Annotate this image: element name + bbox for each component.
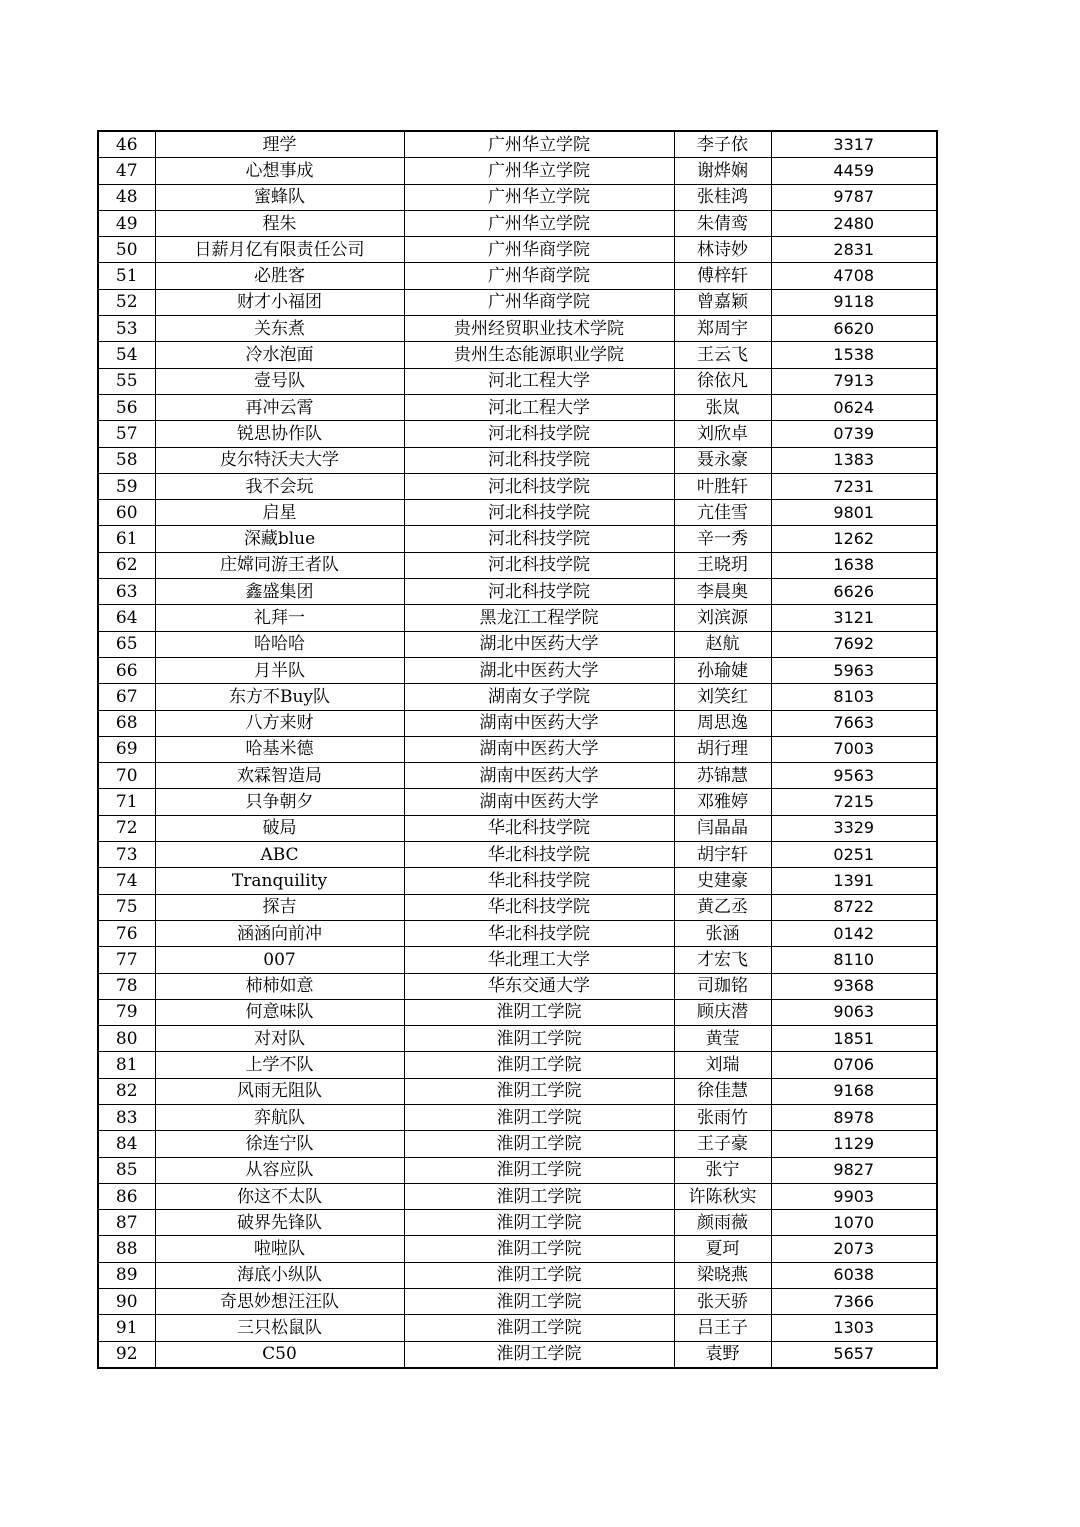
code-cell: 9168 xyxy=(771,1078,937,1104)
leader-name-cell: 黄乙丞 xyxy=(674,894,771,920)
row-number-cell: 85 xyxy=(98,1157,155,1183)
row-number-cell: 50 xyxy=(98,237,155,263)
row-number-cell: 62 xyxy=(98,552,155,578)
school-name-cell: 华东交通大学 xyxy=(404,973,674,999)
team-name-cell: 庄嫦同游王者队 xyxy=(155,552,404,578)
leader-name-cell: 徐依凡 xyxy=(674,368,771,394)
code-cell: 8110 xyxy=(771,947,937,973)
code-cell: 5963 xyxy=(771,657,937,683)
leader-name-cell: 曾嘉颖 xyxy=(674,289,771,315)
table-row xyxy=(98,1157,937,1183)
leader-name-cell: 刘欣卓 xyxy=(674,421,771,447)
code-cell: 0739 xyxy=(771,421,937,447)
team-name-cell: 只争朝夕 xyxy=(155,789,404,815)
leader-name-cell: 胡行理 xyxy=(674,736,771,762)
leader-name-cell: 刘笑红 xyxy=(674,684,771,710)
row-number-cell: 82 xyxy=(98,1078,155,1104)
row-number-cell: 56 xyxy=(98,394,155,420)
team-name-cell: 欢霖智造局 xyxy=(155,763,404,789)
team-name-cell: 锐思协作队 xyxy=(155,421,404,447)
school-name-cell: 河北科技学院 xyxy=(404,447,674,473)
team-name-cell: C50 xyxy=(155,1341,404,1368)
leader-name-cell: 闫晶晶 xyxy=(674,815,771,841)
school-name-cell: 河北科技学院 xyxy=(404,473,674,499)
team-name-cell: 冷水泡面 xyxy=(155,342,404,368)
team-name-cell: 探吉 xyxy=(155,894,404,920)
table-row xyxy=(98,447,937,473)
row-number-cell: 71 xyxy=(98,789,155,815)
team-name-cell: 月半队 xyxy=(155,657,404,683)
table-row xyxy=(98,421,937,447)
school-name-cell: 广州华商学院 xyxy=(404,237,674,263)
table-row xyxy=(98,289,937,315)
leader-name-cell: 李子依 xyxy=(674,131,771,158)
team-name-cell: 007 xyxy=(155,947,404,973)
school-name-cell: 湖南中医药大学 xyxy=(404,789,674,815)
school-name-cell: 河北工程大学 xyxy=(404,368,674,394)
leader-name-cell: 张岚 xyxy=(674,394,771,420)
row-number-cell: 88 xyxy=(98,1236,155,1262)
code-cell: 1070 xyxy=(771,1210,937,1236)
school-name-cell: 河北科技学院 xyxy=(404,579,674,605)
leader-name-cell: 傅梓轩 xyxy=(674,263,771,289)
leader-name-cell: 顾庆潜 xyxy=(674,999,771,1025)
school-name-cell: 华北科技学院 xyxy=(404,920,674,946)
table-row xyxy=(98,1341,937,1368)
table-row xyxy=(98,473,937,499)
team-name-cell: 柿柿如意 xyxy=(155,973,404,999)
code-cell: 7692 xyxy=(771,631,937,657)
code-cell: 7663 xyxy=(771,710,937,736)
code-cell: 9801 xyxy=(771,500,937,526)
school-name-cell: 河北科技学院 xyxy=(404,552,674,578)
team-name-cell: 深藏blue xyxy=(155,526,404,552)
school-name-cell: 广州华商学院 xyxy=(404,289,674,315)
code-cell: 3317 xyxy=(771,131,937,158)
row-number-cell: 78 xyxy=(98,973,155,999)
row-number-cell: 80 xyxy=(98,1026,155,1052)
row-number-cell: 66 xyxy=(98,657,155,683)
school-name-cell: 河北科技学院 xyxy=(404,500,674,526)
school-name-cell: 贵州生态能源职业学院 xyxy=(404,342,674,368)
leader-name-cell: 黄莹 xyxy=(674,1026,771,1052)
team-name-cell: 奇思妙想汪汪队 xyxy=(155,1289,404,1315)
row-number-cell: 60 xyxy=(98,500,155,526)
code-cell: 8103 xyxy=(771,684,937,710)
team-name-cell: 上学不队 xyxy=(155,1052,404,1078)
leader-name-cell: 颜雨薇 xyxy=(674,1210,771,1236)
code-cell: 0706 xyxy=(771,1052,937,1078)
leader-name-cell: 辛一秀 xyxy=(674,526,771,552)
table-row xyxy=(98,815,937,841)
roster-table xyxy=(97,130,938,1369)
row-number-cell: 68 xyxy=(98,710,155,736)
code-cell: 9827 xyxy=(771,1157,937,1183)
table-row xyxy=(98,1104,937,1130)
table-row xyxy=(98,158,937,184)
row-number-cell: 73 xyxy=(98,842,155,868)
school-name-cell: 淮阴工学院 xyxy=(404,1104,674,1130)
leader-name-cell: 林诗妙 xyxy=(674,237,771,263)
table-row xyxy=(98,394,937,420)
row-number-cell: 70 xyxy=(98,763,155,789)
leader-name-cell: 郑周宇 xyxy=(674,316,771,342)
row-number-cell: 86 xyxy=(98,1183,155,1209)
school-name-cell: 湖南女子学院 xyxy=(404,684,674,710)
table-row xyxy=(98,1210,937,1236)
team-name-cell: 程朱 xyxy=(155,210,404,236)
school-name-cell: 淮阴工学院 xyxy=(404,1026,674,1052)
leader-name-cell: 朱倩鸾 xyxy=(674,210,771,236)
row-number-cell: 61 xyxy=(98,526,155,552)
row-number-cell: 79 xyxy=(98,999,155,1025)
leader-name-cell: 孙瑜婕 xyxy=(674,657,771,683)
team-name-cell: 八方来财 xyxy=(155,710,404,736)
code-cell: 7231 xyxy=(771,473,937,499)
team-name-cell: Tranquility xyxy=(155,868,404,894)
leader-name-cell: 刘瑞 xyxy=(674,1052,771,1078)
leader-name-cell: 才宏飞 xyxy=(674,947,771,973)
table-row xyxy=(98,1289,937,1315)
row-number-cell: 76 xyxy=(98,920,155,946)
team-name-cell: 必胜客 xyxy=(155,263,404,289)
code-cell: 9118 xyxy=(771,289,937,315)
code-cell: 7003 xyxy=(771,736,937,762)
row-number-cell: 59 xyxy=(98,473,155,499)
school-name-cell: 淮阴工学院 xyxy=(404,1210,674,1236)
table-row xyxy=(98,1315,937,1341)
table-row xyxy=(98,999,937,1025)
table-row xyxy=(98,789,937,815)
leader-name-cell: 亢佳雪 xyxy=(674,500,771,526)
code-cell: 4708 xyxy=(771,263,937,289)
leader-name-cell: 王晓玥 xyxy=(674,552,771,578)
row-number-cell: 72 xyxy=(98,815,155,841)
row-number-cell: 91 xyxy=(98,1315,155,1341)
school-name-cell: 湖南中医药大学 xyxy=(404,763,674,789)
school-name-cell: 湖南中医药大学 xyxy=(404,710,674,736)
row-number-cell: 92 xyxy=(98,1341,155,1368)
leader-name-cell: 周思逸 xyxy=(674,710,771,736)
table-row xyxy=(98,500,937,526)
code-cell: 2831 xyxy=(771,237,937,263)
table-row xyxy=(98,184,937,210)
row-number-cell: 64 xyxy=(98,605,155,631)
team-name-cell: 再冲云霄 xyxy=(155,394,404,420)
leader-name-cell: 张涵 xyxy=(674,920,771,946)
code-cell: 2480 xyxy=(771,210,937,236)
school-name-cell: 淮阴工学院 xyxy=(404,1236,674,1262)
team-name-cell: 东方不Buy队 xyxy=(155,684,404,710)
table-row xyxy=(98,526,937,552)
team-name-cell: 关东煮 xyxy=(155,316,404,342)
table-row xyxy=(98,868,937,894)
team-name-cell: 哈哈哈 xyxy=(155,631,404,657)
table-row xyxy=(98,842,937,868)
code-cell: 1538 xyxy=(771,342,937,368)
school-name-cell: 湖南中医药大学 xyxy=(404,736,674,762)
leader-name-cell: 许陈秋实 xyxy=(674,1183,771,1209)
table-row xyxy=(98,657,937,683)
school-name-cell: 河北科技学院 xyxy=(404,421,674,447)
school-name-cell: 贵州经贸职业技术学院 xyxy=(404,316,674,342)
school-name-cell: 淮阴工学院 xyxy=(404,1052,674,1078)
table-row xyxy=(98,263,937,289)
row-number-cell: 57 xyxy=(98,421,155,447)
leader-name-cell: 袁野 xyxy=(674,1341,771,1368)
code-cell: 6620 xyxy=(771,316,937,342)
team-name-cell: 启星 xyxy=(155,500,404,526)
table-row xyxy=(98,1078,937,1104)
team-name-cell: 财才小福团 xyxy=(155,289,404,315)
leader-name-cell: 王云飞 xyxy=(674,342,771,368)
leader-name-cell: 邓雅婷 xyxy=(674,789,771,815)
table-row xyxy=(98,579,937,605)
table-row xyxy=(98,605,937,631)
row-number-cell: 53 xyxy=(98,316,155,342)
code-cell: 2073 xyxy=(771,1236,937,1262)
row-number-cell: 58 xyxy=(98,447,155,473)
leader-name-cell: 胡宇轩 xyxy=(674,842,771,868)
leader-name-cell: 苏锦慧 xyxy=(674,763,771,789)
school-name-cell: 河北工程大学 xyxy=(404,394,674,420)
code-cell: 4459 xyxy=(771,158,937,184)
leader-name-cell: 李晨奥 xyxy=(674,579,771,605)
row-number-cell: 63 xyxy=(98,579,155,605)
leader-name-cell: 谢烨娴 xyxy=(674,158,771,184)
school-name-cell: 湖北中医药大学 xyxy=(404,631,674,657)
team-name-cell: 从容应队 xyxy=(155,1157,404,1183)
team-name-cell: 何意味队 xyxy=(155,999,404,1025)
leader-name-cell: 叶胜轩 xyxy=(674,473,771,499)
row-number-cell: 49 xyxy=(98,210,155,236)
row-number-cell: 90 xyxy=(98,1289,155,1315)
code-cell: 1129 xyxy=(771,1131,937,1157)
code-cell: 8978 xyxy=(771,1104,937,1130)
code-cell: 1391 xyxy=(771,868,937,894)
table-row xyxy=(98,736,937,762)
school-name-cell: 淮阴工学院 xyxy=(404,1131,674,1157)
table-row xyxy=(98,894,937,920)
team-name-cell: 徐连宁队 xyxy=(155,1131,404,1157)
code-cell: 1262 xyxy=(771,526,937,552)
code-cell: 7215 xyxy=(771,789,937,815)
leader-name-cell: 司珈铭 xyxy=(674,973,771,999)
row-number-cell: 67 xyxy=(98,684,155,710)
leader-name-cell: 徐佳慧 xyxy=(674,1078,771,1104)
team-name-cell: 壹号队 xyxy=(155,368,404,394)
table-row xyxy=(98,710,937,736)
code-cell: 1383 xyxy=(771,447,937,473)
school-name-cell: 广州华商学院 xyxy=(404,263,674,289)
school-name-cell: 淮阴工学院 xyxy=(404,1078,674,1104)
table-row xyxy=(98,631,937,657)
table-row xyxy=(98,552,937,578)
table-row xyxy=(98,1052,937,1078)
code-cell: 0142 xyxy=(771,920,937,946)
school-name-cell: 淮阴工学院 xyxy=(404,1289,674,1315)
leader-name-cell: 张雨竹 xyxy=(674,1104,771,1130)
leader-name-cell: 张宁 xyxy=(674,1157,771,1183)
table-row xyxy=(98,1026,937,1052)
team-name-cell: 弈航队 xyxy=(155,1104,404,1130)
team-name-cell: 礼拜一 xyxy=(155,605,404,631)
table-row xyxy=(98,316,937,342)
table-row xyxy=(98,1262,937,1288)
leader-name-cell: 刘滨源 xyxy=(674,605,771,631)
team-name-cell: 破界先锋队 xyxy=(155,1210,404,1236)
team-name-cell: 破局 xyxy=(155,815,404,841)
leader-name-cell: 聂永豪 xyxy=(674,447,771,473)
row-number-cell: 77 xyxy=(98,947,155,973)
team-name-cell: 海底小纵队 xyxy=(155,1262,404,1288)
leader-name-cell: 张桂鸿 xyxy=(674,184,771,210)
code-cell: 9563 xyxy=(771,763,937,789)
row-number-cell: 75 xyxy=(98,894,155,920)
table-row xyxy=(98,947,937,973)
leader-name-cell: 王子豪 xyxy=(674,1131,771,1157)
school-name-cell: 华北科技学院 xyxy=(404,842,674,868)
row-number-cell: 55 xyxy=(98,368,155,394)
team-name-cell: 哈基米德 xyxy=(155,736,404,762)
row-number-cell: 51 xyxy=(98,263,155,289)
table-row xyxy=(98,1131,937,1157)
code-cell: 7913 xyxy=(771,368,937,394)
team-name-cell: 鑫盛集团 xyxy=(155,579,404,605)
school-name-cell: 淮阴工学院 xyxy=(404,1157,674,1183)
team-name-cell: ABC xyxy=(155,842,404,868)
code-cell: 6038 xyxy=(771,1262,937,1288)
school-name-cell: 广州华立学院 xyxy=(404,131,674,158)
code-cell: 0251 xyxy=(771,842,937,868)
school-name-cell: 广州华立学院 xyxy=(404,184,674,210)
code-cell: 9368 xyxy=(771,973,937,999)
code-cell: 9903 xyxy=(771,1183,937,1209)
row-number-cell: 47 xyxy=(98,158,155,184)
code-cell: 3121 xyxy=(771,605,937,631)
code-cell: 3329 xyxy=(771,815,937,841)
school-name-cell: 湖北中医药大学 xyxy=(404,657,674,683)
row-number-cell: 83 xyxy=(98,1104,155,1130)
team-name-cell: 日薪月亿有限责任公司 xyxy=(155,237,404,263)
school-name-cell: 淮阴工学院 xyxy=(404,1183,674,1209)
table-row xyxy=(98,763,937,789)
school-name-cell: 华北科技学院 xyxy=(404,894,674,920)
row-number-cell: 89 xyxy=(98,1262,155,1288)
school-name-cell: 淮阴工学院 xyxy=(404,999,674,1025)
code-cell: 5657 xyxy=(771,1341,937,1368)
leader-name-cell: 张天骄 xyxy=(674,1289,771,1315)
leader-name-cell: 梁晓燕 xyxy=(674,1262,771,1288)
school-name-cell: 广州华立学院 xyxy=(404,158,674,184)
row-number-cell: 69 xyxy=(98,736,155,762)
team-name-cell: 风雨无阻队 xyxy=(155,1078,404,1104)
code-cell: 7366 xyxy=(771,1289,937,1315)
code-cell: 1851 xyxy=(771,1026,937,1052)
table-row xyxy=(98,210,937,236)
school-name-cell: 河北科技学院 xyxy=(404,526,674,552)
table-row xyxy=(98,368,937,394)
team-name-cell: 三只松鼠队 xyxy=(155,1315,404,1341)
code-cell: 9787 xyxy=(771,184,937,210)
code-cell: 8722 xyxy=(771,894,937,920)
team-name-cell: 理学 xyxy=(155,131,404,158)
row-number-cell: 46 xyxy=(98,131,155,158)
school-name-cell: 华北理工大学 xyxy=(404,947,674,973)
row-number-cell: 52 xyxy=(98,289,155,315)
leader-name-cell: 吕王子 xyxy=(674,1315,771,1341)
row-number-cell: 87 xyxy=(98,1210,155,1236)
team-name-cell: 涵涵向前冲 xyxy=(155,920,404,946)
leader-name-cell: 赵航 xyxy=(674,631,771,657)
school-name-cell: 黑龙江工程学院 xyxy=(404,605,674,631)
team-name-cell: 我不会玩 xyxy=(155,473,404,499)
school-name-cell: 广州华立学院 xyxy=(404,210,674,236)
team-name-cell: 啦啦队 xyxy=(155,1236,404,1262)
leader-name-cell: 夏珂 xyxy=(674,1236,771,1262)
team-name-cell: 蜜蜂队 xyxy=(155,184,404,210)
row-number-cell: 81 xyxy=(98,1052,155,1078)
school-name-cell: 淮阴工学院 xyxy=(404,1341,674,1368)
table-row xyxy=(98,131,937,158)
code-cell: 0624 xyxy=(771,394,937,420)
school-name-cell: 华北科技学院 xyxy=(404,815,674,841)
code-cell: 1638 xyxy=(771,552,937,578)
team-name-cell: 对对队 xyxy=(155,1026,404,1052)
table-row xyxy=(98,973,937,999)
roster-body xyxy=(98,131,937,1368)
table-row xyxy=(98,684,937,710)
code-cell: 9063 xyxy=(771,999,937,1025)
row-number-cell: 54 xyxy=(98,342,155,368)
school-name-cell: 华北科技学院 xyxy=(404,868,674,894)
school-name-cell: 淮阴工学院 xyxy=(404,1262,674,1288)
table-row xyxy=(98,237,937,263)
row-number-cell: 84 xyxy=(98,1131,155,1157)
table-row xyxy=(98,1236,937,1262)
team-name-cell: 心想事成 xyxy=(155,158,404,184)
row-number-cell: 74 xyxy=(98,868,155,894)
table-row xyxy=(98,1183,937,1209)
row-number-cell: 65 xyxy=(98,631,155,657)
team-name-cell: 你这不太队 xyxy=(155,1183,404,1209)
team-name-cell: 皮尔特沃夫大学 xyxy=(155,447,404,473)
table-row xyxy=(98,342,937,368)
code-cell: 1303 xyxy=(771,1315,937,1341)
school-name-cell: 淮阴工学院 xyxy=(404,1315,674,1341)
code-cell: 6626 xyxy=(771,579,937,605)
leader-name-cell: 史建豪 xyxy=(674,868,771,894)
table-row xyxy=(98,920,937,946)
row-number-cell: 48 xyxy=(98,184,155,210)
